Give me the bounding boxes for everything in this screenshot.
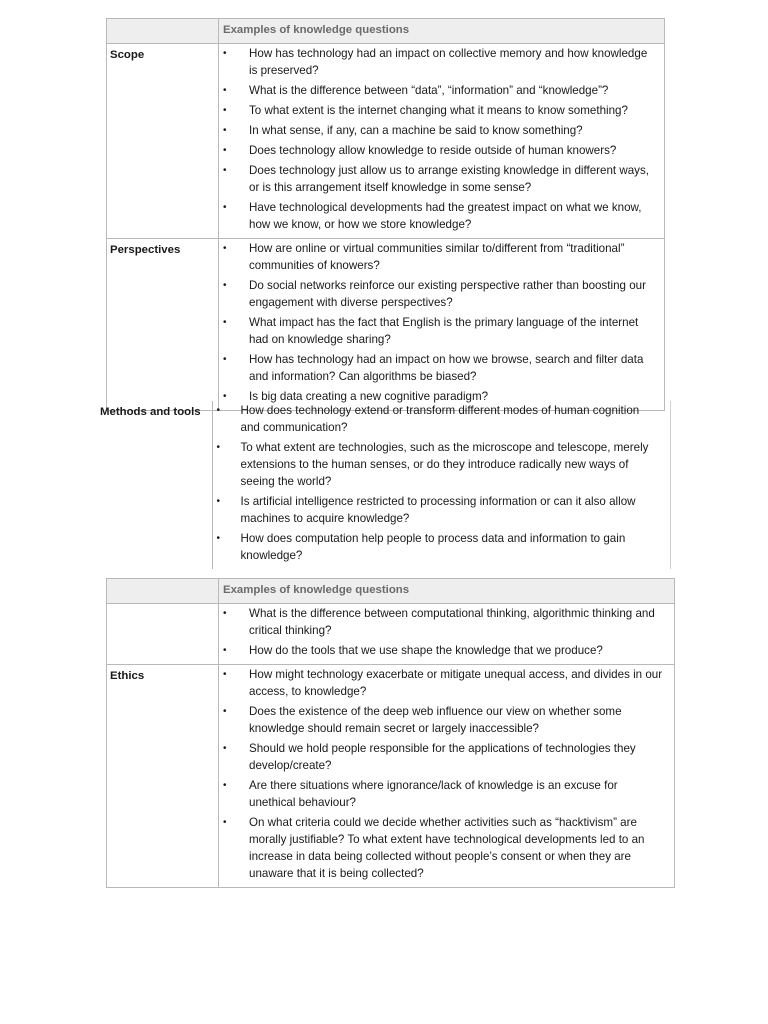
bullet-icon: •: [223, 125, 227, 136]
question-text: Have technological developments had the greatest impact on what we know, how we know, or how we store knowledge?: [249, 201, 642, 231]
list-item: [219, 199, 664, 233]
bullet-icon: •: [223, 780, 227, 791]
topic-label-continued: [107, 604, 219, 665]
bullet-icon: •: [223, 817, 227, 828]
list-item: [219, 814, 674, 882]
question-text: To what extent is the internet changing what it means to know something?: [249, 104, 628, 117]
question-text: Should we hold people responsible for the applications of technologies they develop/create?: [249, 742, 636, 772]
table-header: Examples of knowledge questions: [219, 19, 665, 44]
list-item: [219, 82, 664, 99]
question-text: What is the difference between “data”, “information” and “knowledge”?: [249, 84, 609, 97]
question-list: [219, 239, 664, 410]
bullet-icon: •: [223, 391, 227, 402]
topic-label-scope: Scope: [107, 44, 219, 239]
list-item: [213, 402, 670, 436]
question-list: [219, 604, 674, 664]
table-row: [107, 665, 675, 888]
bullet-icon: •: [223, 743, 227, 754]
list-item: [219, 642, 674, 659]
table-header-row: [107, 19, 665, 44]
list-item: [219, 102, 664, 119]
bullet-icon: •: [223, 706, 227, 717]
question-text: How are online or virtual communities similar to/different from “traditional” communities of knowers?: [249, 242, 625, 272]
question-text: What is the difference between computational thinking, algorithmic thinking and critical thinking?: [249, 607, 655, 637]
bullet-icon: •: [223, 85, 227, 96]
list-item: [219, 666, 674, 700]
question-cell: [219, 604, 675, 665]
list-item: [219, 162, 664, 196]
question-text: Is artificial intelligence restricted to processing information or can it also allow machines to acquire knowledge?: [240, 495, 636, 525]
question-cell: [219, 44, 665, 239]
bullet-icon: •: [223, 105, 227, 116]
table-header: Examples of knowledge questions: [219, 579, 675, 604]
list-item: [219, 142, 664, 159]
bullet-icon: •: [216, 533, 221, 544]
header-blank-cell: [107, 19, 219, 44]
knowledge-questions-table-1: [106, 18, 665, 411]
list-item: [213, 439, 670, 490]
bullet-icon: •: [223, 145, 227, 156]
question-text: How has technology had an impact on collective memory and how knowledge is preserved?: [249, 47, 648, 77]
question-text: On what criteria could we decide whether activities such as “hacktivism” are morally justifiable? To what extent have technological developments led to an increase in data being collected without people’s consent or when they are unaware that it is being collected?: [249, 816, 645, 880]
bullet-icon: •: [223, 48, 227, 59]
bullet-icon: •: [223, 608, 227, 619]
question-text: To what extent are technologies, such as the microscope and telescope, merely extensions to the human senses, or do they introduce radically new ways of seeing the world?: [240, 441, 649, 488]
list-item: [219, 45, 664, 79]
question-list: [219, 44, 664, 238]
bullet-icon: •: [216, 496, 221, 507]
question-text: How does technology extend or transform different modes of human cognition and communication?: [240, 404, 640, 434]
question-list: [213, 401, 670, 569]
table-header-row: [107, 579, 675, 604]
list-item: [213, 493, 670, 527]
topic-label-perspectives: Perspectives: [107, 239, 219, 411]
list-item: [219, 240, 664, 274]
question-text: What impact has the fact that English is the primary language of the internet had on knowledge sharing?: [249, 316, 639, 346]
bullet-icon: •: [216, 442, 221, 453]
question-text: Does the existence of the deep web influence our view on whether some knowledge should remain secret or largely inaccessible?: [249, 705, 622, 735]
list-item: [219, 703, 674, 737]
table-row: [107, 239, 665, 411]
bullet-icon: •: [223, 243, 227, 254]
question-text: Does technology allow knowledge to reside outside of human knowers?: [249, 144, 617, 157]
list-item: [219, 777, 674, 811]
question-text: Are there situations where ignorance/lack of knowledge is an excuse for unethical behaviour?: [249, 779, 618, 809]
topic-label-ethics: Ethics: [107, 665, 219, 888]
knowledge-questions-table-2: [100, 401, 671, 569]
bullet-icon: •: [223, 280, 227, 291]
question-text: How has technology had an impact on how we browse, search and filter data and information? Can algorithms be biased?: [249, 353, 644, 383]
bullet-icon: •: [223, 165, 227, 176]
question-text: Does technology just allow us to arrange existing knowledge in different ways, or is this arrangement itself knowledge in some sense?: [249, 164, 649, 194]
question-cell: [219, 665, 675, 888]
question-text: How do the tools that we use shape the knowledge that we produce?: [249, 644, 603, 657]
bullet-icon: •: [223, 669, 227, 680]
knowledge-questions-table-3: [106, 578, 675, 888]
list-item: [219, 740, 674, 774]
question-text: In what sense, if any, can a machine be said to know something?: [249, 124, 583, 137]
question-cell: [212, 401, 670, 569]
question-text: Is big data creating a new cognitive paradigm?: [249, 390, 489, 403]
list-item: [213, 530, 670, 564]
question-text: Do social networks reinforce our existing perspective rather than boosting our engagement with diverse perspectives?: [249, 279, 646, 309]
question-list: [219, 665, 674, 887]
list-item: [219, 122, 664, 139]
table-row: [100, 401, 670, 569]
question-text: How might technology exacerbate or mitigate unequal access, and divides in our access, to knowledge?: [249, 668, 663, 698]
table-row: [107, 44, 665, 239]
header-blank-cell: [107, 579, 219, 604]
bullet-icon: •: [223, 317, 227, 328]
bullet-icon: •: [223, 202, 227, 213]
bullet-icon: •: [216, 405, 221, 416]
question-cell: [219, 239, 665, 411]
list-item: [219, 277, 664, 311]
question-text: How does computation help people to process data and information to gain knowledge?: [240, 532, 626, 562]
bullet-icon: •: [223, 354, 227, 365]
table-row: [107, 604, 675, 665]
bullet-icon: •: [223, 645, 227, 656]
list-item: [219, 605, 674, 639]
list-item: [219, 314, 664, 348]
list-item: [219, 351, 664, 385]
topic-label-methods-and-tools: Methods and tools: [100, 406, 201, 418]
